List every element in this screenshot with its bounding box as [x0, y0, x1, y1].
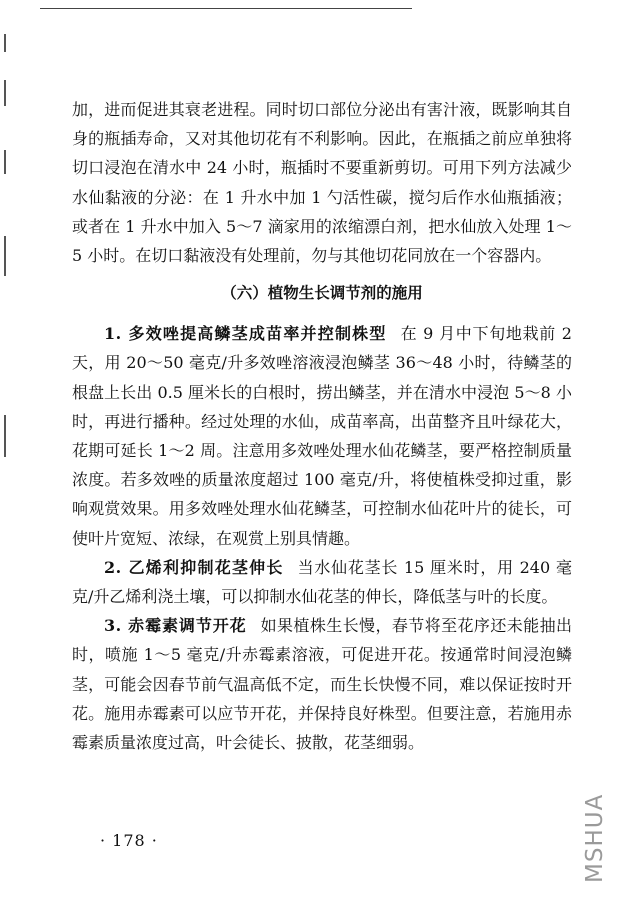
item-paragraph: [72, 319, 572, 553]
top-rule: [40, 8, 412, 9]
item-paragraph: [72, 611, 572, 757]
margin-mark: [4, 236, 6, 276]
item-text: 在 9 月中下旬地栽前 2 天，用 20～50 毫克/升多效唑溶液浸泡鳞茎 36～48 小时，待鳞茎的根盘上长出 0.5 厘米长的白根时，捞出鳞茎，并在清水中浸泡 5～8 小时，再进行播种。经过处理的水仙，成苗率高，出苗整齐且叶绿花大，花期可延长 1～2 周。注意用多效唑处理水仙花鳞茎，要严格控制质量浓度。若多效唑的质量浓度超过 100 毫克/升，将使植株受抑过重，影响观赏效果。用多效唑处理水仙花鳞茎，可控制水仙花叶片的徒长，可使叶片宽短、浓绿，在观赏上别具情趣。: [72, 324, 572, 548]
item-text: 当水仙花茎长 15 厘米时，用 240 毫克/升乙烯利浇土壤，可以抑制水仙花茎的伸长，降低茎与叶的长度。: [72, 557, 572, 607]
page-body: [72, 95, 572, 757]
item-title: 3. 赤霉素调节开花: [104, 616, 247, 636]
item-text: 如果植株生长慢，春节将至花序还未能抽出时，喷施 1～5 毫克/升赤霉素溶液，可促进开花。按通常时间浸泡鳞茎，可能会因春节前气温高低不定，而生长快慢不同，难以保证按时开花。施用赤霉素可以应节开花，并保持良好株型。但要注意，若施用赤霉素质量浓度过高，叶会徒长、披散，花茎细弱。: [72, 616, 572, 753]
margin-mark: [4, 150, 6, 174]
page-number: · 178 ·: [100, 831, 158, 850]
margin-mark: [4, 80, 6, 106]
margin-mark: [4, 415, 6, 457]
item-paragraph: [72, 553, 572, 611]
item-title: 2. 乙烯利抑制花茎伸长: [104, 557, 284, 577]
watermark: MSHUA: [582, 793, 608, 883]
paragraph: 加，进而促进其衰老进程。同时切口部位分泌出有害汁液，既影响其自身的瓶插寿命，又对其他切花有不利影响。因此，在瓶插之前应单独将切口浸泡在清水中 24 小时，瓶插时不要重新剪切。可用下列方法减少水仙黏液的分泌：在 1 升水中加 1 勺活性碳，搅匀后作水仙瓶插液；或者在 1 升水中加入 5～7 滴家用的浓缩漂白剂，把水仙放入处理 1～5 小时。在切口黏液没有处理前，勿与其他切花同放在一个容器内。: [72, 100, 572, 266]
section-heading: （六）植物生长调节剂的施用: [221, 283, 423, 303]
item-title: 1. 多效唑提高鳞茎成苗率并控制株型: [104, 324, 387, 344]
margin-mark: [4, 34, 6, 52]
